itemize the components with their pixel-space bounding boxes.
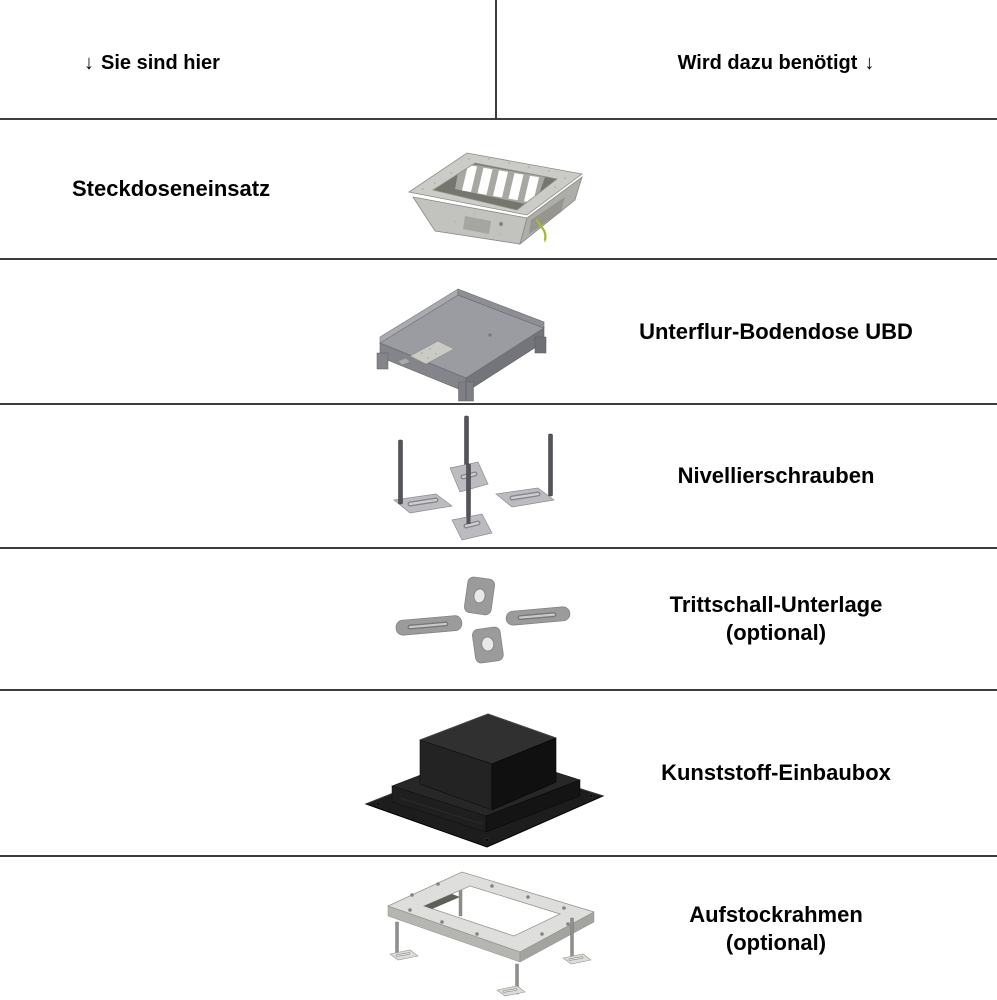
unterflur-bodendose-image <box>372 279 552 403</box>
arrow-down-icon: ↓ <box>864 52 875 74</box>
header-row <box>0 0 997 118</box>
steckdoseneinsatz-image <box>405 142 590 248</box>
row-label: Kunststoff-Einbaubox <box>661 760 891 785</box>
row-steckdoseneinsatz <box>0 118 997 258</box>
row-aufstockrahmen <box>0 855 997 1000</box>
row-label-group <box>555 549 997 689</box>
row-sublabel: (optional) <box>725 620 827 645</box>
header-right-label <box>555 52 997 75</box>
header-divider <box>495 0 497 118</box>
row-label-group <box>555 260 997 403</box>
row-sublabel: (optional) <box>725 929 827 955</box>
arrow-down-icon: ↓ <box>84 52 94 74</box>
row-label-group <box>555 691 997 855</box>
header-left-label <box>84 52 220 75</box>
row-label: Nivellierschrauben <box>677 463 875 488</box>
row-nivellierschrauben <box>0 403 997 547</box>
row-label-group <box>555 857 997 1000</box>
row-unterflur-bodendose <box>0 258 997 403</box>
trittschall-unterlage-image <box>388 574 578 666</box>
row-trittschall-unterlage <box>0 547 997 689</box>
row-label: Trittschall-Unterlage <box>669 592 883 617</box>
needed-for-this-label: Wird dazu benötigt <box>677 52 858 74</box>
row-label-group <box>555 405 997 547</box>
row-label: Aufstockrahmen <box>689 901 863 927</box>
you-are-here-label: Sie sind hier <box>101 52 220 74</box>
row-label: Steckdoseneinsatz <box>72 176 271 201</box>
row-kunststoff-einbaubox <box>0 689 997 855</box>
row-label: Unterflur-Bodendose UBD <box>639 318 913 344</box>
nivellierschrauben-image <box>378 414 585 544</box>
